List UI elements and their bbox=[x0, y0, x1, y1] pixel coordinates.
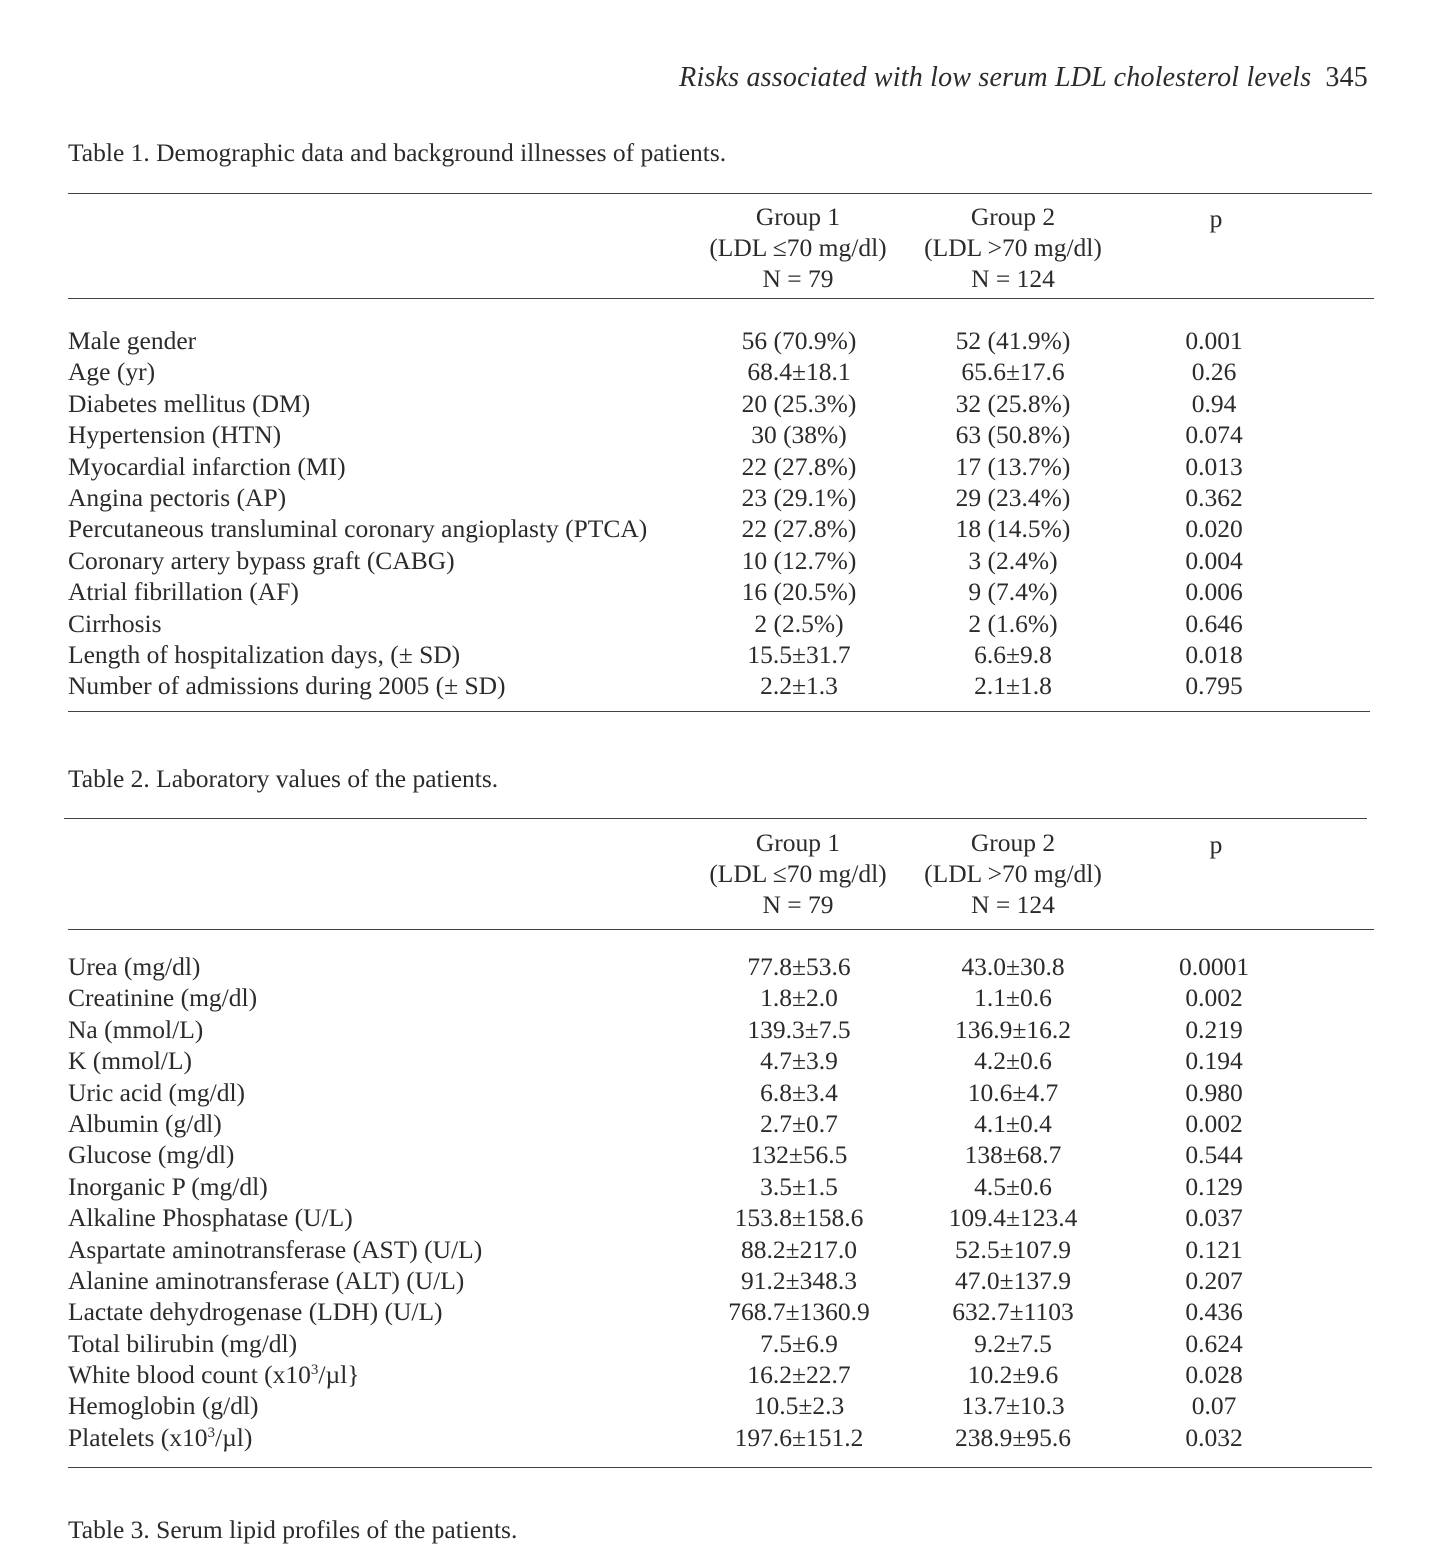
table2-top-rule bbox=[64, 818, 1367, 819]
row-label: Hemoglobin (g/dl) bbox=[68, 1391, 259, 1421]
group2-value: 3 (2.4%) bbox=[968, 545, 1058, 575]
group1-value: 2.7±0.7 bbox=[760, 1108, 838, 1138]
table-row bbox=[68, 1108, 1370, 1139]
group1-value: 16 (20.5%) bbox=[741, 577, 857, 607]
group1-value: 10.5±2.3 bbox=[753, 1391, 845, 1421]
group1-value: 197.6±151.2 bbox=[734, 1422, 864, 1452]
group1-value: 132±56.5 bbox=[750, 1140, 848, 1170]
table3-caption: Table 3. Serum lipid profiles of the patients. bbox=[68, 1515, 518, 1544]
table-row bbox=[68, 482, 1370, 513]
table-row bbox=[68, 1202, 1370, 1233]
row-label: Lactate dehydrogenase (LDH) (U/L) bbox=[68, 1297, 443, 1327]
p-value: 0.436 bbox=[1185, 1297, 1243, 1327]
table-row bbox=[68, 1014, 1370, 1045]
row-label: Na (mmol/L) bbox=[68, 1014, 204, 1044]
table-row bbox=[68, 608, 1370, 639]
row-label: K (mmol/L) bbox=[68, 1046, 192, 1076]
row-label: Glucose (mg/dl) bbox=[68, 1140, 235, 1170]
group1-value: 7.5±6.9 bbox=[760, 1328, 838, 1358]
row-label: Cirrhosis bbox=[68, 608, 162, 638]
table-row bbox=[68, 951, 1370, 982]
group1-value: 77.8±53.6 bbox=[747, 952, 851, 981]
group1-value: 15.5±31.7 bbox=[747, 639, 851, 669]
group1-value: 56 (70.9%) bbox=[741, 326, 857, 355]
group1-value: 23 (29.1%) bbox=[741, 482, 857, 512]
row-label: Length of hospitalization days, (± SD) bbox=[68, 639, 461, 669]
table-row bbox=[68, 1359, 1370, 1390]
p-value: 0.006 bbox=[1185, 577, 1243, 607]
p-value: 0.646 bbox=[1185, 608, 1243, 638]
row-label: Alanine aminotransferase (ALT) (U/L) bbox=[68, 1265, 465, 1295]
table-row bbox=[68, 1296, 1370, 1327]
table-row bbox=[68, 451, 1370, 482]
table-row bbox=[68, 1390, 1370, 1421]
p-value: 0.129 bbox=[1185, 1171, 1243, 1201]
group1-value: 16.2±22.7 bbox=[747, 1360, 851, 1390]
group1-value: 4.7±3.9 bbox=[760, 1046, 838, 1076]
p-value: 0.037 bbox=[1185, 1203, 1243, 1233]
table1-top-rule bbox=[68, 193, 1372, 194]
row-label: Male gender bbox=[68, 326, 197, 355]
group1-value: 2 (2.5%) bbox=[754, 608, 844, 638]
group2-value: 63 (50.8%) bbox=[955, 420, 1071, 450]
group2-value: 6.6±9.8 bbox=[974, 639, 1052, 669]
group2-value: 65.6±17.6 bbox=[961, 357, 1065, 387]
table-row bbox=[68, 1171, 1370, 1202]
running-head-title: Risks associated with low serum LDL cholesterol levels bbox=[679, 62, 1312, 93]
table-row bbox=[68, 639, 1370, 670]
row-label: Urea (mg/dl) bbox=[68, 952, 201, 981]
table1-header-rule bbox=[68, 298, 1374, 299]
p-value: 0.624 bbox=[1185, 1328, 1243, 1358]
group2-value: 2 (1.6%) bbox=[968, 608, 1058, 638]
row-label: Number of admissions during 2005 (± SD) bbox=[68, 671, 506, 701]
table1-caption: Table 1. Demographic data and background illnesses of patients. bbox=[68, 138, 727, 167]
p-value: 0.020 bbox=[1185, 514, 1243, 544]
group1-value: 2.2±1.3 bbox=[760, 671, 838, 701]
group2-value: 13.7±10.3 bbox=[961, 1391, 1065, 1421]
p-value: 0.795 bbox=[1185, 671, 1243, 701]
table-row bbox=[68, 545, 1370, 576]
table-row bbox=[68, 576, 1370, 607]
group2-value: 9 (7.4%) bbox=[968, 577, 1058, 607]
group1-value: 1.8±2.0 bbox=[760, 983, 838, 1013]
p-value: 0.032 bbox=[1185, 1422, 1243, 1452]
group2-value: 1.1±0.6 bbox=[974, 983, 1052, 1013]
table-row bbox=[68, 356, 1370, 387]
table2-header-group2: Group 2 (LDL >70 mg/dl) N = 124 bbox=[924, 828, 1102, 919]
p-value: 0.004 bbox=[1185, 545, 1243, 575]
group2-value: 18 (14.5%) bbox=[955, 514, 1071, 544]
p-value: 0.219 bbox=[1185, 1014, 1243, 1044]
table-row bbox=[68, 1139, 1370, 1170]
p-value: 0.207 bbox=[1185, 1265, 1243, 1295]
p-value: 0.0001 bbox=[1178, 952, 1250, 981]
group1-value: 768.7±1360.9 bbox=[728, 1297, 870, 1327]
table-row bbox=[68, 982, 1370, 1013]
table2-header-group1: Group 1 (LDL ≤70 mg/dl) N = 79 bbox=[709, 828, 887, 919]
group2-value: 4.2±0.6 bbox=[974, 1046, 1052, 1076]
group2-value: 4.5±0.6 bbox=[974, 1171, 1052, 1201]
row-label: Diabetes mellitus (DM) bbox=[68, 388, 311, 418]
table1-header-group1: Group 1 (LDL ≤70 mg/dl) N = 79 bbox=[709, 202, 887, 293]
group2-value: 4.1±0.4 bbox=[974, 1108, 1052, 1138]
row-label: Inorganic P (mg/dl) bbox=[68, 1171, 268, 1201]
table-row bbox=[68, 1265, 1370, 1296]
row-label: Coronary artery bypass graft (CABG) bbox=[68, 545, 455, 575]
group1-value: 22 (27.8%) bbox=[741, 514, 857, 544]
table2-caption: Table 2. Laboratory values of the patients. bbox=[68, 764, 499, 793]
table-row bbox=[68, 1328, 1370, 1359]
p-value: 0.018 bbox=[1185, 639, 1243, 669]
group2-value: 10.6±4.7 bbox=[967, 1077, 1059, 1107]
group2-value: 52 (41.9%) bbox=[955, 326, 1071, 355]
p-value: 0.07 bbox=[1191, 1391, 1237, 1421]
row-label: Age (yr) bbox=[68, 357, 156, 387]
group2-value: 238.9±95.6 bbox=[955, 1422, 1071, 1452]
table2-header-rule bbox=[68, 929, 1374, 930]
p-value: 0.980 bbox=[1185, 1077, 1243, 1107]
table1-header-group2: Group 2 (LDL >70 mg/dl) N = 124 bbox=[924, 202, 1102, 293]
row-label: Albumin (g/dl) bbox=[68, 1108, 222, 1138]
row-label: Creatinine (mg/dl) bbox=[68, 983, 258, 1013]
table-row bbox=[68, 1077, 1370, 1108]
p-value: 0.002 bbox=[1185, 983, 1243, 1013]
table-row bbox=[68, 513, 1370, 544]
p-value: 0.544 bbox=[1185, 1140, 1243, 1170]
group1-value: 30 (38%) bbox=[751, 420, 847, 450]
row-label: Angina pectoris (AP) bbox=[68, 482, 287, 512]
group2-value: 32 (25.8%) bbox=[955, 388, 1071, 418]
group2-value: 109.4±123.4 bbox=[948, 1203, 1078, 1233]
table-row bbox=[68, 1422, 1370, 1453]
table-row bbox=[68, 388, 1370, 419]
group2-value: 29 (23.4%) bbox=[955, 482, 1071, 512]
row-label: Myocardial infarction (MI) bbox=[68, 451, 346, 481]
row-label: Uric acid (mg/dl) bbox=[68, 1077, 246, 1107]
group2-value: 9.2±7.5 bbox=[974, 1328, 1052, 1358]
group1-value: 88.2±217.0 bbox=[741, 1234, 857, 1264]
table1-body bbox=[68, 325, 1370, 702]
group2-value: 52.5±107.9 bbox=[955, 1234, 1071, 1264]
row-label: Atrial fibrillation (AF) bbox=[68, 577, 299, 607]
group2-value: 2.1±1.8 bbox=[974, 671, 1052, 701]
p-value: 0.121 bbox=[1185, 1234, 1243, 1264]
table2-body bbox=[68, 951, 1370, 1453]
p-value: 0.002 bbox=[1185, 1108, 1243, 1138]
p-value: 0.362 bbox=[1185, 482, 1243, 512]
group1-value: 22 (27.8%) bbox=[741, 451, 857, 481]
group1-value: 20 (25.3%) bbox=[741, 388, 857, 418]
table1-bottom-rule bbox=[68, 711, 1370, 712]
table-row bbox=[68, 419, 1370, 450]
table-row bbox=[68, 1045, 1370, 1076]
group2-value: 138±68.7 bbox=[964, 1140, 1062, 1170]
p-value: 0.26 bbox=[1191, 357, 1237, 387]
p-value: 0.013 bbox=[1185, 451, 1243, 481]
row-label: Percutaneous transluminal coronary angioplasty (PTCA) bbox=[68, 514, 648, 544]
group1-value: 10 (12.7%) bbox=[741, 545, 857, 575]
p-value: 0.001 bbox=[1185, 326, 1243, 355]
row-label: Hypertension (HTN) bbox=[68, 420, 282, 450]
running-head bbox=[679, 62, 1368, 94]
group2-value: 17 (13.7%) bbox=[955, 451, 1071, 481]
group2-value: 136.9±16.2 bbox=[955, 1014, 1071, 1044]
p-value: 0.94 bbox=[1191, 388, 1237, 418]
group1-value: 6.8±3.4 bbox=[760, 1077, 838, 1107]
row-label: Alkaline Phosphatase (U/L) bbox=[68, 1203, 353, 1233]
table-row bbox=[68, 325, 1370, 356]
row-label: White blood count $(x10^3/\mu l\}$ bbox=[68, 1360, 360, 1390]
table2-bottom-rule bbox=[68, 1467, 1372, 1468]
group1-value: 91.2±348.3 bbox=[741, 1265, 857, 1295]
group1-value: 68.4±18.1 bbox=[747, 357, 851, 387]
table-row bbox=[68, 670, 1370, 701]
p-value: 0.074 bbox=[1185, 420, 1243, 450]
group1-value: 139.3±7.5 bbox=[747, 1014, 851, 1044]
table2-header-p: p bbox=[1209, 830, 1223, 859]
group2-value: 10.2±9.6 bbox=[967, 1360, 1059, 1390]
row-label: Aspartate aminotransferase (AST) (U/L) bbox=[68, 1234, 483, 1264]
table1-header-p: p bbox=[1209, 204, 1223, 233]
row-label: Platelets $(x10^3/\mu l)$ bbox=[68, 1422, 253, 1452]
group2-value: 43.0±30.8 bbox=[961, 952, 1065, 981]
group2-value: 47.0±137.9 bbox=[955, 1265, 1071, 1295]
group2-value: 632.7±1103 bbox=[952, 1297, 1074, 1327]
table-row bbox=[68, 1234, 1370, 1265]
p-value: 0.028 bbox=[1185, 1360, 1243, 1390]
group1-value: 3.5±1.5 bbox=[760, 1171, 838, 1201]
p-value: 0.194 bbox=[1185, 1046, 1243, 1076]
page-number: 345 bbox=[1325, 62, 1368, 93]
row-label: Total bilirubin (mg/dl) bbox=[68, 1328, 298, 1358]
group1-value: 153.8±158.6 bbox=[734, 1203, 864, 1233]
